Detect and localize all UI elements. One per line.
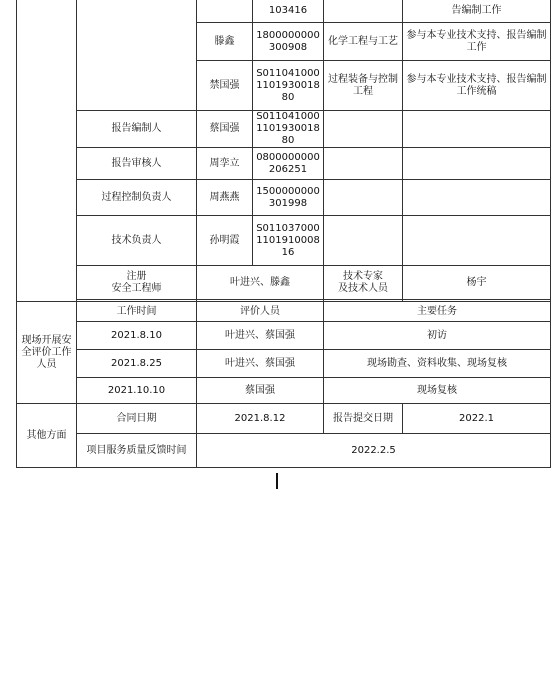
work-date: 2021.10.10 [77,378,197,404]
blank-cell [77,0,197,111]
blank-cell [197,0,253,23]
report-date-label: 报告提交日期 [324,404,403,434]
safety-engineer-names: 叶进兴、滕鑫 [197,266,324,300]
evaluation-personnel-table [16,0,551,468]
table-row [17,302,551,322]
table-row [17,434,551,468]
work-staff: 叶进兴、蔡国强 [197,350,324,378]
work-staff: 叶进兴、蔡国强 [197,322,324,350]
person-name: 周燕燕 [197,180,253,216]
expert-name: 杨宇 [403,266,551,300]
work-task: 现场复核 [324,378,551,404]
duty-text: 告编制工作 [403,0,551,23]
table-row [17,322,551,350]
table-row [17,148,551,180]
work-date: 2021.8.25 [77,350,197,378]
text-cursor [276,473,278,489]
table-row [17,378,551,404]
major-text: 过程装备与控制工程 [324,61,403,111]
blank-cell [403,111,551,148]
role-label: 技术负责人 [77,216,197,266]
work-staff: 蔡国强 [197,378,324,404]
blank-cell [324,111,403,148]
blank-cell [324,180,403,216]
cert-number: S0110410001101930018 80 [253,61,324,111]
blank-cell [17,0,77,302]
cert-number: 1500000000301998 [253,180,324,216]
person-name: 禁国强 [197,61,253,111]
role-label: 过程控制负责人 [77,180,197,216]
onsite-section-label: 现场开展安全评价工作人员 [17,302,77,404]
cert-number: S011041000110193001880 [253,111,324,148]
feedback-date-value: 2022.2.5 [197,434,551,468]
column-header: 评价人员 [197,302,324,322]
blank-cell [403,180,551,216]
blank-cell [403,148,551,180]
duty-text: 参与本专业技术支持、报告编制工作 [403,23,551,61]
role-label: 报告审核人 [77,148,197,180]
table-row [17,180,551,216]
blank-cell [324,216,403,266]
feedback-date-label: 项目服务质量反馈时间 [77,434,197,468]
report-date-value: 2022.1 [403,404,551,434]
role-label: 报告编制人 [77,111,197,148]
column-header: 主要任务 [324,302,551,322]
cert-number: 1800000000300908 [253,23,324,61]
contract-date-value: 2021.8.12 [197,404,324,434]
table-row [17,111,551,148]
table-row [17,216,551,266]
cert-number: 0800000000206251 [253,148,324,180]
blank-cell [403,216,551,266]
person-name: 周孪立 [197,148,253,180]
cert-number: 103416 [253,0,324,23]
column-header: 工作时间 [77,302,197,322]
cert-number: S0110370001101910008 16 [253,216,324,266]
other-section-label: 其他方面 [17,404,77,468]
expert-label: 技术专家 及技术人员 [324,266,403,300]
major-text: 化学工程与工艺 [324,23,403,61]
contract-date-label: 合同日期 [77,404,197,434]
blank-cell [324,0,403,23]
person-name: 孙明霞 [197,216,253,266]
table-row [17,0,551,23]
work-date: 2021.8.10 [77,322,197,350]
table-row [17,266,551,300]
person-name: 蔡国强 [197,111,253,148]
table-row [17,350,551,378]
safety-engineer-label: 注册 安全工程师 [77,266,197,300]
person-name: 滕鑫 [197,23,253,61]
blank-cell [324,148,403,180]
table-row [17,404,551,434]
work-task: 现场勘查、资料收集、现场复核 [324,350,551,378]
work-task: 初访 [324,322,551,350]
duty-text: 参与本专业技术支持、报告编制工作统稿 [403,61,551,111]
